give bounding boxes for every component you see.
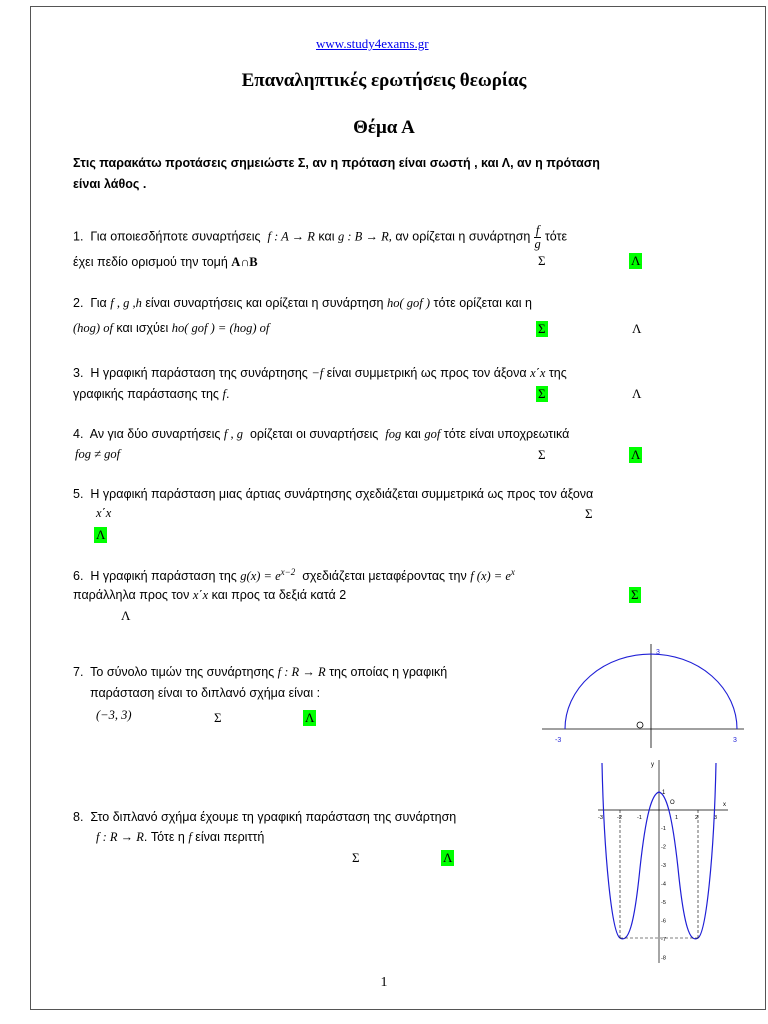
label-right: 3: [733, 737, 737, 744]
question-3-line-2: γραφικής παράστασης της f.: [73, 387, 230, 401]
question-6-line-2: παράλληλα προς τον x΄x και προς τα δεξιά κατά 2: [73, 588, 347, 602]
question-4-line-2: fog ≠ gof: [75, 447, 121, 461]
question-7-line-3: (−3, 3): [96, 708, 132, 722]
page-subtitle: Θέμα Α: [353, 117, 415, 138]
x-tick-label: 2: [695, 815, 699, 821]
x-tick-label: 3: [714, 815, 718, 821]
q3-true-option-selected[interactable]: Σ: [538, 386, 546, 401]
question-7-line-1: 7. Το σύνολο τιμών της συνάρτησης f : R → R της οποίας η γραφική: [73, 665, 448, 679]
question-7-line-2: παράσταση είναι το διπλανό σχήμα είναι :: [90, 686, 321, 700]
origin-label: O: [670, 800, 675, 806]
question-5-line-1: 5. Η γραφική παράσταση μιας άρτιας συνάρτησης σχεδιάζεται συμμετρικά ως προς τον άξονα: [73, 487, 594, 501]
q4-false-option-selected[interactable]: Λ: [631, 447, 641, 462]
q6-true-option-selected[interactable]: Σ: [631, 587, 639, 602]
q3-false-option[interactable]: Λ: [632, 386, 642, 401]
q8-false-option-selected[interactable]: Λ: [443, 850, 453, 865]
x-tick-label: -2: [617, 815, 622, 821]
q2-true-option-selected[interactable]: Σ: [538, 321, 546, 336]
y-tick-label: -5: [661, 900, 666, 906]
y-tick-label: -8: [661, 955, 666, 962]
y-tick-label: -4: [661, 881, 666, 888]
y-tick-label: -3: [661, 863, 666, 869]
question-2-line-1: 2. Για f , g ,h είναι συναρτήσεις και ορίζεται η συνάρτηση ho( gof ) τότε ορίζεται και η: [73, 296, 532, 310]
q7-false-option-selected[interactable]: Λ: [305, 710, 315, 725]
question-5-line-2: x΄x: [96, 506, 112, 520]
question-6-line-1: 6. Η γραφική παράσταση της $g(x) = e^{x-2}$ σχεδιάζεται μεταφέροντας την f $(x) = e^x$: [73, 567, 515, 584]
x-tick-label: -1: [637, 815, 642, 821]
peak-label: 1: [662, 790, 666, 796]
question-8-line-1: 8. Στο διπλανό σχήμα έχουμε τη γραφική παράσταση της συνάρτηση: [73, 810, 457, 824]
q7-true-option[interactable]: Σ: [214, 710, 222, 725]
q1-false-option-selected[interactable]: Λ: [631, 253, 641, 268]
q5-false-option-selected[interactable]: Λ: [96, 527, 106, 542]
question-4-line-1: 4. Αν για δύο συναρτήσεις f , g ορίζεται οι συναρτήσεις fog και gof τότε είναι υποχρεωτικά: [73, 427, 570, 441]
q8-true-option[interactable]: Σ: [352, 850, 360, 865]
page-number: 1: [380, 975, 388, 990]
q6-false-option[interactable]: Λ: [121, 608, 131, 623]
question-2-line-2: (hog) of και ισχύει ho( gof ) = (hog) of: [73, 321, 270, 335]
q4-true-option[interactable]: Σ: [538, 447, 546, 462]
question-8-line-2: f : R → R. Τότε η f είναι περιττή: [96, 830, 265, 844]
label-left: -3: [555, 737, 562, 744]
y-tick-label: -6: [661, 918, 666, 925]
page-title: Επαναληπτικές ερωτήσεις θεωρίας: [241, 70, 527, 91]
y-tick-labels: [661, 826, 666, 962]
instructions-line-1: Στις παρακάτω προτάσεις σημειώστε Σ, αν η πρόταση είναι σωστή , και Λ, αν η πρόταση: [73, 156, 600, 170]
question-1-line-1: 1. Για οποιεσδήποτε συναρτήσεις f : A → R και g : B → R, αν ορίζεται η συνάρτηση $\frac{f}{g}$ τότε: [73, 223, 568, 251]
open-point: [637, 722, 643, 728]
y-tick-label: -7: [661, 937, 666, 943]
fraction-f-over-g: $\frac{f}{g}$: [534, 223, 541, 251]
x-tick-label: 1: [675, 815, 679, 821]
label-top: 3: [656, 649, 660, 656]
question-1-line-2: έχει πεδίο ορισμού την τομή A∩B: [73, 255, 258, 269]
semicircle-graph: [538, 640, 748, 752]
instructions-line-2: είναι λάθος .: [73, 177, 147, 191]
y-axis-label: y: [651, 762, 654, 768]
x-axis-label: x: [723, 802, 726, 808]
site-link[interactable]: www.study4exams.gr: [316, 36, 429, 51]
question-3-line-1: 3. Η γραφική παράσταση της συνάρτησης −f είναι συμμετρική ως προς τον άξονα x΄x της: [73, 366, 567, 380]
q2-false-option[interactable]: Λ: [632, 321, 642, 336]
x-tick-label: -3: [598, 815, 603, 821]
q1-true-option[interactable]: Σ: [538, 253, 546, 268]
y-tick-label: -2: [661, 844, 666, 851]
q5-true-option[interactable]: Σ: [585, 506, 593, 521]
x-tick-labels: [598, 815, 717, 821]
w-shaped-graph: [594, 758, 734, 968]
y-tick-label: -1: [661, 826, 666, 832]
